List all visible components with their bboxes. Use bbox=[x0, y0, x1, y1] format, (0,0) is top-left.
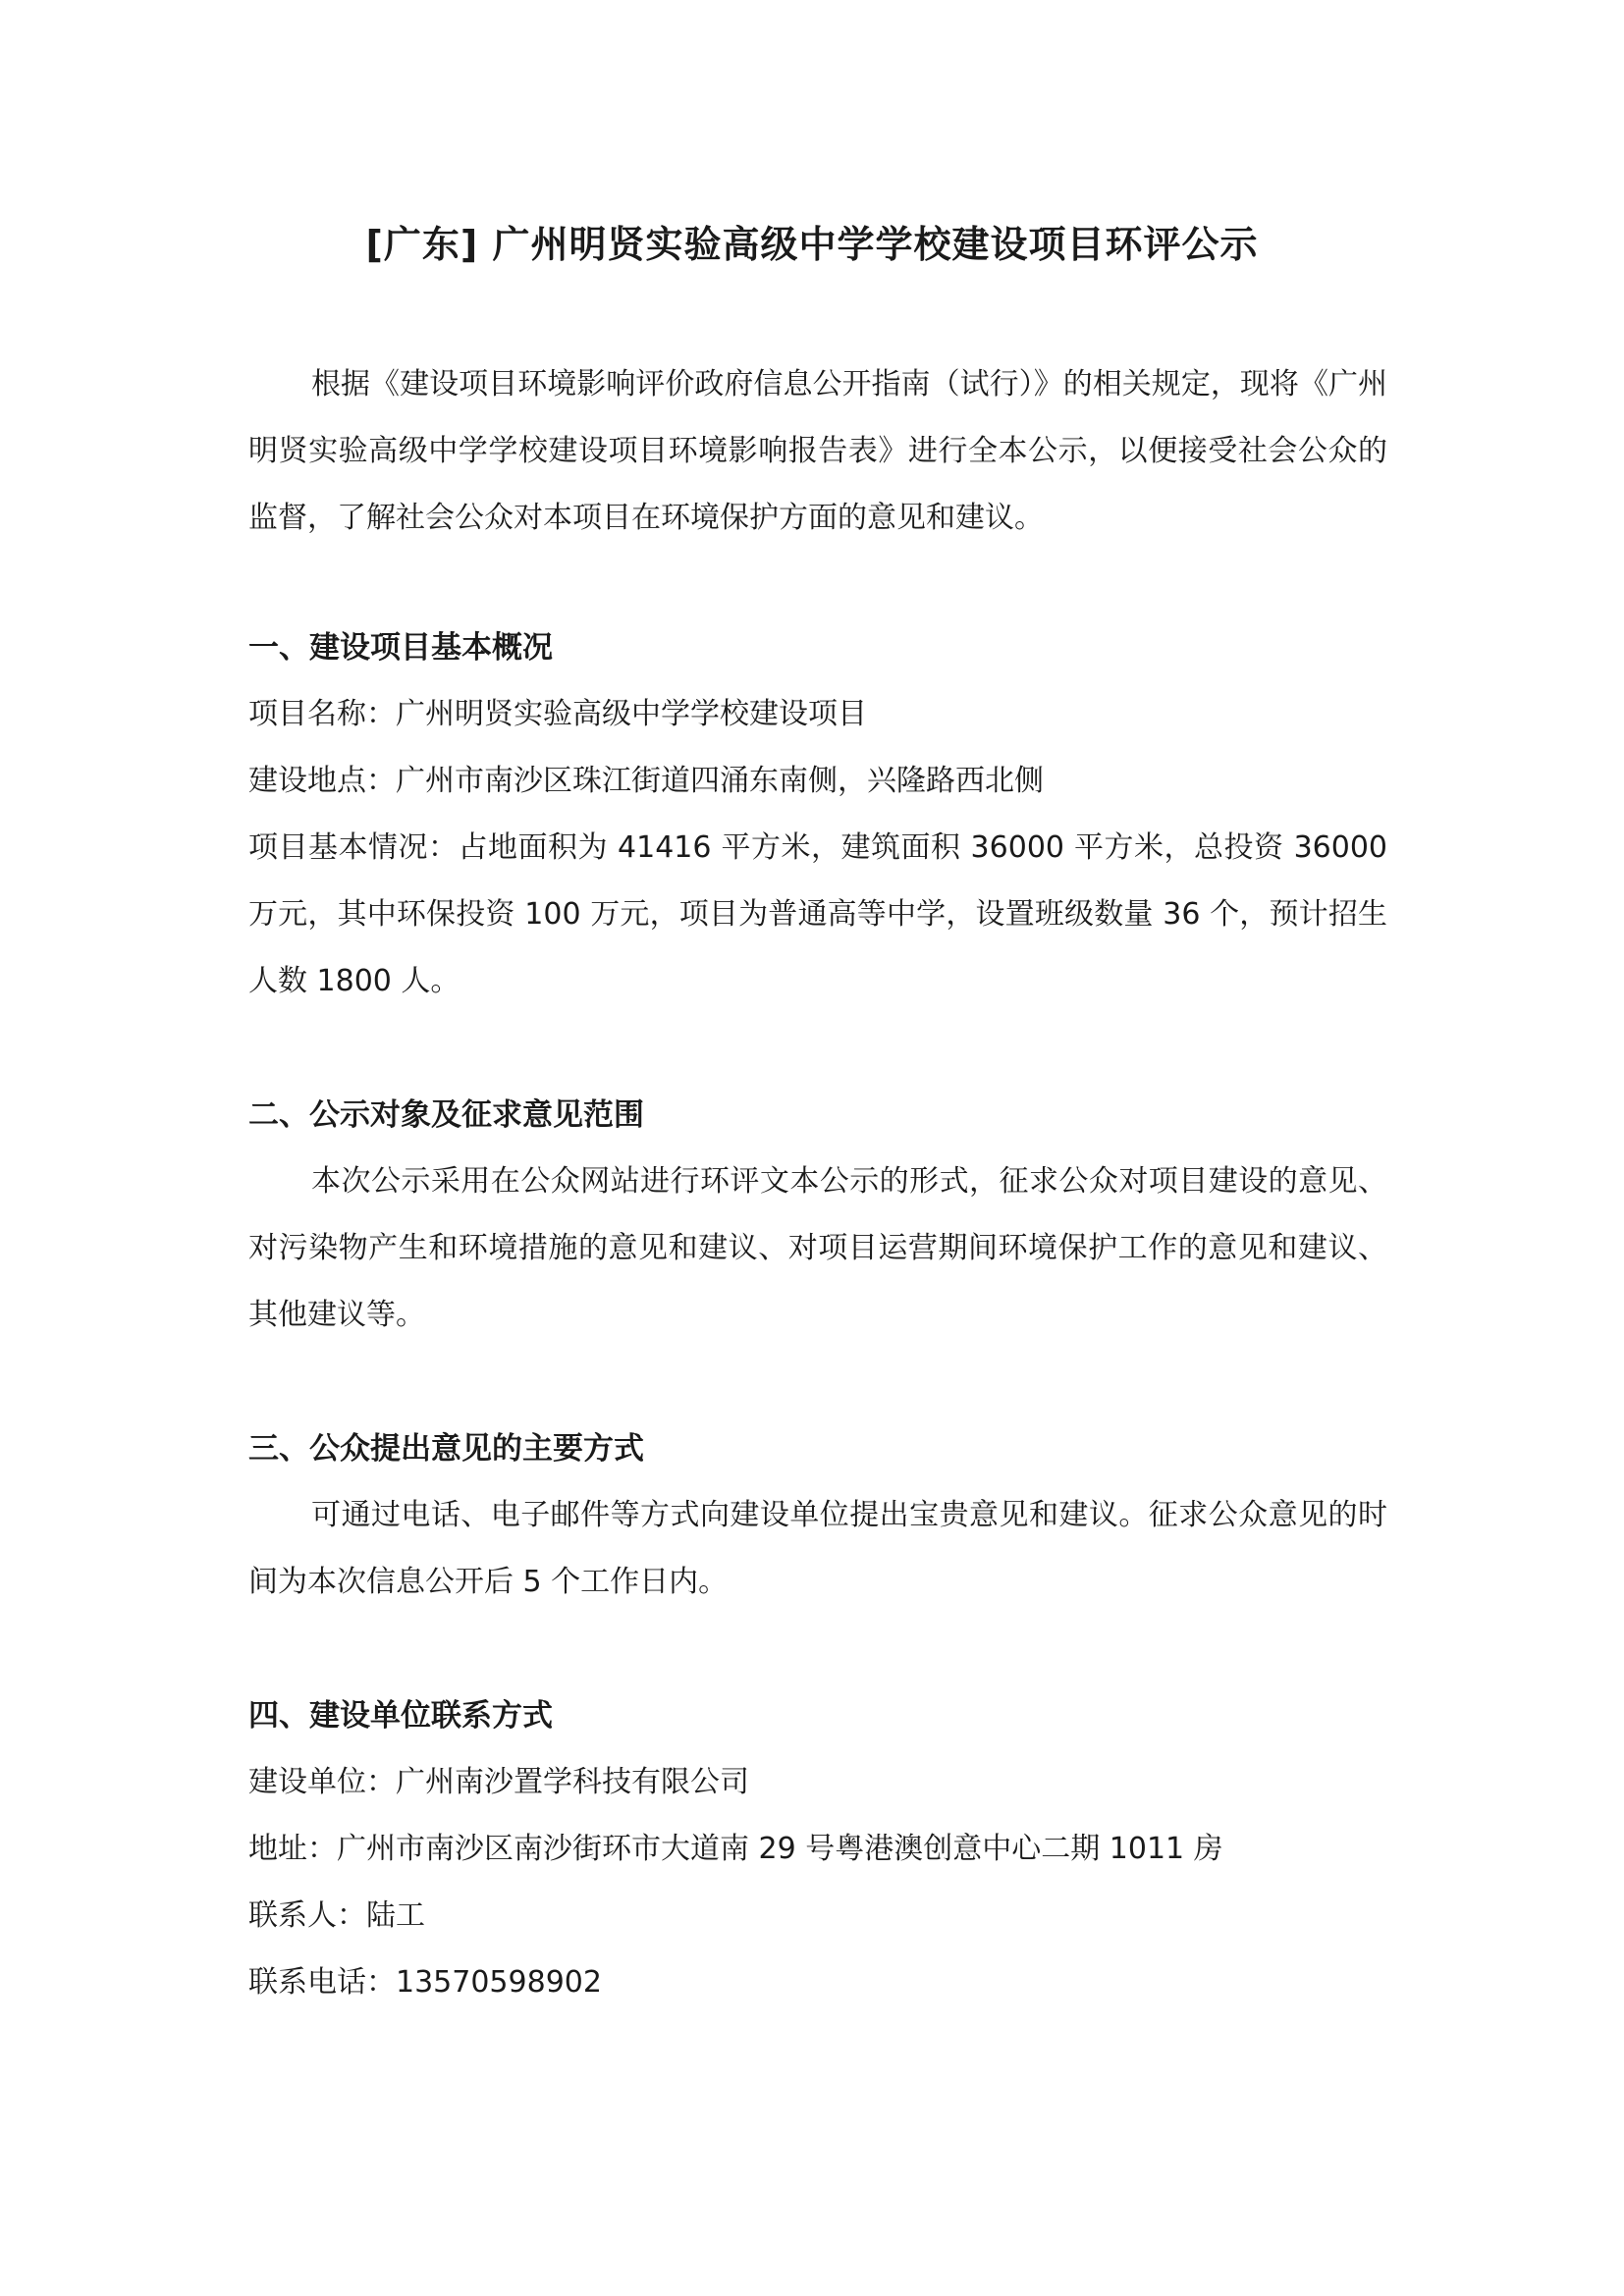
section-feedback-methods bbox=[248, 1415, 1387, 1616]
project-location: 建设地点：广州市南沙区珠江街道四涌东南侧，兴隆路西北侧 bbox=[248, 764, 1044, 798]
section-heading: 三、公众提出意见的主要方式 bbox=[248, 1431, 644, 1467]
section-heading: 一、建设项目基本概况 bbox=[248, 630, 553, 666]
spacer bbox=[248, 1015, 1387, 1082]
section-heading: 四、建设单位联系方式 bbox=[248, 1698, 553, 1734]
project-basic-info: 项目基本情况：占地面积为 41416 平方米，建筑面积 36000 平方米，总投资 36000 万元，其中环保投资 100 万元，项目为普通高等中学，设置班级数量 36 个，预计招生人数 1800 人。 bbox=[248, 830, 1387, 998]
document-body bbox=[248, 351, 1387, 2016]
section-scope bbox=[248, 1082, 1387, 1349]
contact-phone: 联系电话：13570598902 bbox=[248, 1965, 602, 2000]
contact-unit: 建设单位：广州南沙置学科技有限公司 bbox=[248, 1765, 749, 1799]
document-title: [广东] 广州明贤实验高级中学学校建设项目环评公示 bbox=[365, 223, 1259, 266]
contact-address: 地址：广州市南沙区南沙街环市大道南 29 号粤港澳创意中心二期 1011 房 bbox=[248, 1832, 1223, 1866]
section-heading: 二、公示对象及征求意见范围 bbox=[248, 1097, 644, 1133]
spacer bbox=[248, 1349, 1387, 1415]
section-body: 本次公示采用在公众网站进行环评文本公示的形式，征求公众对项目建设的意见、对污染物产生和环境措施的意见和建议、对项目运营期间环境保护工作的意见和建议、其他建议等。 bbox=[248, 1164, 1387, 1332]
contact-person: 联系人：陆工 bbox=[248, 1898, 425, 1933]
section-contact bbox=[248, 1682, 1387, 2016]
section-basic-overview bbox=[248, 614, 1387, 1015]
section-body: 可通过电话、电子邮件等方式向建设单位提出宝贵意见和建议。征求公众意见的时间为本次信息公开后 5 个工作日内。 bbox=[248, 1498, 1387, 1599]
intro-paragraph: 根据《建设项目环境影响评价政府信息公开指南（试行）》的相关规定，现将《广州明贤实验高级中学学校建设项目环境影响报告表》进行全本公示，以便接受社会公众的监督，了解社会公众对本项目在环境保护方面的意见和建议。 bbox=[248, 367, 1387, 535]
project-name: 项目名称：广州明贤实验高级中学学校建设项目 bbox=[248, 697, 867, 731]
spacer bbox=[248, 552, 1387, 614]
spacer bbox=[248, 1616, 1387, 1682]
